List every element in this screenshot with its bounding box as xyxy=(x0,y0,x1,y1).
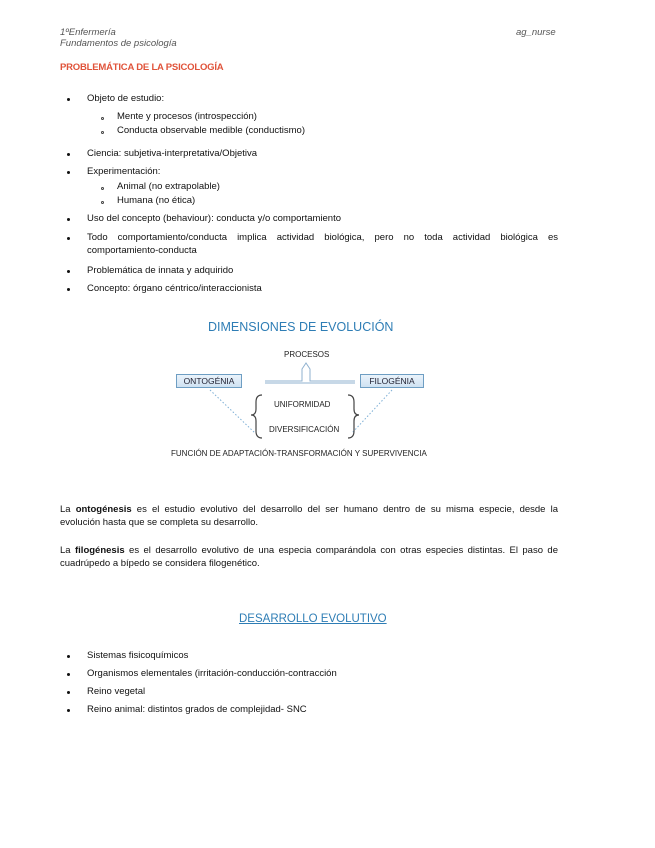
bullet xyxy=(67,218,70,221)
bullet xyxy=(67,237,70,240)
bullet xyxy=(67,171,70,174)
header-course: 1ºEnfermería xyxy=(60,27,116,38)
bullet xyxy=(67,655,70,658)
list-item: Organismos elementales (irritación-conducción-contracción xyxy=(87,668,337,679)
bullet xyxy=(67,691,70,694)
sub-bullet xyxy=(101,117,104,120)
diagram-uniformidad: UNIFORMIDAD xyxy=(274,400,331,409)
filogenia-box: FILOGÉNIA xyxy=(360,374,424,388)
header-author: ag_nurse xyxy=(516,27,556,38)
text: es el estudio evolutivo del desarrollo del ser humano dentro de su misma especie, desde la xyxy=(131,504,558,515)
sub-bullet xyxy=(101,201,104,204)
bullet xyxy=(67,270,70,273)
list-item: Reino vegetal xyxy=(87,686,146,697)
header-subject: Fundamentos de psicología xyxy=(60,38,177,49)
list-item: Experimentación: xyxy=(87,166,161,177)
paragraph-ontogenesis-line2: evolución hasta que se completa su desarrollo. xyxy=(60,517,259,528)
ontogenia-box: ONTOGÉNIA xyxy=(176,374,242,388)
list-subitem: Mente y procesos (introspección) xyxy=(117,111,257,122)
sub-bullet xyxy=(101,131,104,134)
list-subitem: Humana (no ética) xyxy=(117,195,196,206)
list-item: Objeto de estudio: xyxy=(87,93,165,104)
list-item: Concepto: órgano céntrico/interaccionista xyxy=(87,283,262,294)
list-item: Todo comportamiento/conducta implica actividad biológica, pero no toda actividad biológica es xyxy=(87,232,558,243)
section-title-problematica: PROBLEMÁTICA DE LA PSICOLOGÍA xyxy=(60,62,224,73)
bullet xyxy=(67,288,70,291)
bullet xyxy=(67,673,70,676)
list-item: Ciencia: subjetiva-interpretativa/Objetiva xyxy=(87,148,258,159)
text: es el desarrollo evolutivo de una especia comparándola con otras especies distintas. El paso de xyxy=(124,545,558,556)
list-item: Uso del concepto (behaviour): conducta y/o comportamiento xyxy=(87,213,341,224)
diagram-procesos: PROCESOS xyxy=(284,350,330,359)
bullet xyxy=(67,153,70,156)
list-item: Sistemas fisicoquímicos xyxy=(87,650,189,661)
paragraph-ontogenesis-line1 xyxy=(60,504,558,516)
term-filogenesis: filogénesis xyxy=(75,545,125,556)
text: La xyxy=(60,504,76,515)
section-title-desarrollo: DESARROLLO EVOLUTIVO xyxy=(239,613,387,625)
list-subitem: Conducta observable medible (conductismo) xyxy=(117,125,305,136)
diagram-diversificacion: DIVERSIFICACIÓN xyxy=(269,425,340,434)
bullet xyxy=(67,98,70,101)
term-ontogenesis: ontogénesis xyxy=(75,504,132,515)
list-subitem: Animal (no extrapolable) xyxy=(117,181,220,192)
diagram-caption: FUNCIÓN DE ADAPTACIÓN-TRANSFORMACIÓN Y SUPERVIVENCIA xyxy=(171,449,427,458)
list-item-continuation: comportamiento-conducta xyxy=(87,245,197,256)
text: La xyxy=(60,545,75,556)
paragraph-filogenesis-line2: cuadrúpedo a bípedo se considera filogenético. xyxy=(60,558,260,569)
sub-bullet xyxy=(101,187,104,190)
paragraph-filogenesis-line1 xyxy=(60,545,558,557)
list-item: Problemática de innata y adquirido xyxy=(87,265,234,276)
diagram-title: DIMENSIONES DE EVOLUCIÓN xyxy=(208,320,394,334)
bullet xyxy=(67,709,70,712)
list-item: Reino animal: distintos grados de complejidad- SNC xyxy=(87,704,307,715)
